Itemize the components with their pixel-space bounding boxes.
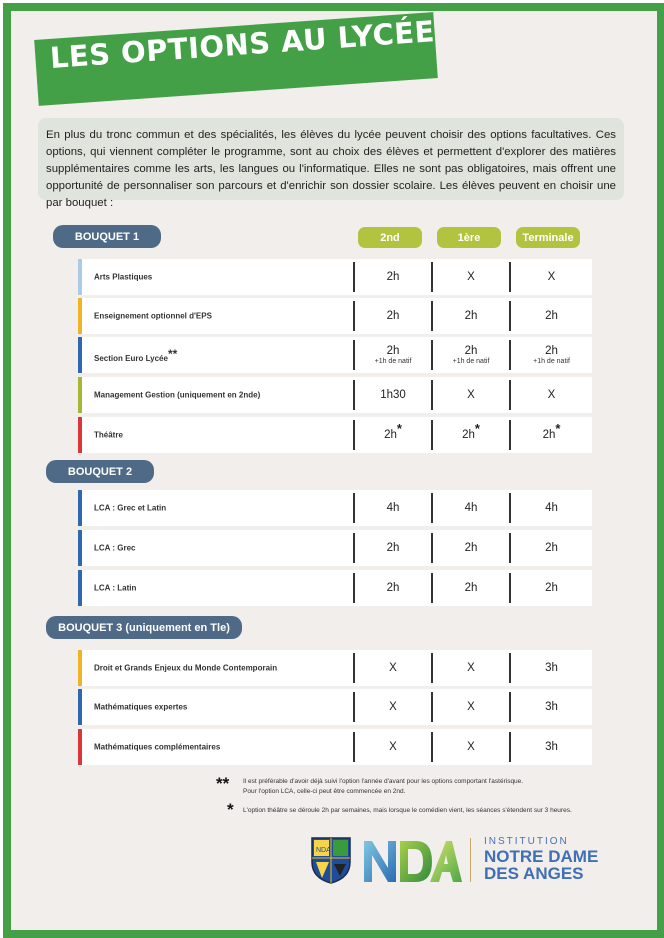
table-cell: 3h (545, 741, 558, 753)
table-row (78, 298, 592, 334)
row-label: Management Gestion (uniquement en 2nde) (94, 390, 261, 400)
column-header-terminale: Terminale (516, 227, 580, 248)
column-header-1ere: 1ère (437, 227, 501, 248)
row-label: Enseignement optionnel d'EPS (94, 311, 212, 321)
table-cell: X (389, 662, 397, 674)
footnote-1 (243, 777, 523, 797)
table-cell: X (389, 701, 397, 713)
table-cell: 3h (545, 701, 558, 713)
table-cell: 2h (545, 310, 558, 322)
table-cell: 2h +1h de natif (452, 345, 490, 365)
table-cell: 1h30 (380, 389, 406, 401)
row-label: Mathématiques expertes (94, 702, 188, 712)
institution-name-line-1: NOTRE DAME (484, 847, 599, 866)
table-cell: 2h (464, 310, 478, 322)
row-label-mark: ** (167, 347, 178, 361)
table-cell: 2h* (462, 421, 480, 441)
row-label: Arts Plastiques (94, 272, 153, 282)
row-color-bar (78, 530, 82, 566)
institution-label: INSTITUTION (484, 836, 569, 847)
row-color-bar (78, 570, 82, 606)
table-cell: 2h (464, 542, 478, 554)
table-row (78, 570, 592, 606)
table-cell: 4h (464, 502, 478, 514)
row-label: Section Euro Lycée** (94, 347, 178, 363)
table-row (78, 729, 592, 765)
logo-divider (470, 838, 471, 882)
bouquet-3-label: BOUQUET 3 (uniquement en Tle) (46, 616, 242, 639)
table-cell: 4h (545, 502, 558, 514)
row-label: Théâtre (94, 430, 123, 440)
intro-paragraph: En plus du tronc commun et des spécialités, les élèves du lycée peuvent choisir des options facultatives. Ces options, qui viennent compléter le programme, sont au choix des élèves et permettent d'explorer des matières supplémentaires comme les arts, les langues ou l'informatique. Elles ne sont pas obligatoires, mais offrent une opportunité de personnaliser son parcours et d'enrichir son dossier scolaire. Les élèves peuvent en choisir une par bouquet : (38, 118, 624, 200)
row-label: Droit et Grands Enjeux du Monde Contemporain (94, 663, 278, 673)
footnote-asterisk: * (227, 800, 234, 819)
row-color-bar (78, 417, 82, 453)
row-color-bar (78, 650, 82, 686)
table-row (78, 417, 592, 453)
table-cell: 2h (386, 542, 400, 554)
table-cell: X (389, 741, 397, 753)
footnote-2-line-1: L'option théâtre se déroule 2h par semaines, mais lorsque le comédien vient, les séances s'étendent sur 3 heures. (243, 807, 572, 814)
nda-logo-icon (362, 838, 464, 884)
table-row (78, 650, 592, 686)
table-row (78, 530, 592, 566)
table-cell: 3h (545, 662, 558, 674)
table-cell: 2h* (384, 421, 402, 441)
footnote-1-line-1: Il est préférable d'avoir déjà suivi l'option l'année d'avant pour les options comportant l'astérisque. (243, 778, 524, 785)
row-color-bar (78, 377, 82, 413)
table-cell: 2h (386, 310, 400, 322)
table-cell: 4h (386, 502, 400, 514)
footnote-double-asterisk: ** (216, 774, 230, 793)
crest-icon (310, 836, 352, 884)
row-label: Mathématiques complémentaires (94, 742, 221, 752)
row-color-bar (78, 259, 82, 295)
table-cell: 2h +1h de natif (374, 345, 412, 365)
row-label: LCA : Grec (94, 543, 136, 553)
row-color-bar (78, 729, 82, 765)
table-row (78, 689, 592, 725)
footnote-1-line-2: Pour l'option LCA, celle-ci peut être commencée en 2nd. (243, 788, 406, 795)
institution-name-line-2: DES ANGES (484, 864, 584, 883)
column-header-2nd: 2nd (358, 227, 422, 248)
table-cell: 2h (386, 582, 400, 594)
table-cell: 2h +1h de natif (533, 345, 570, 365)
table-cell: 2h (386, 271, 400, 283)
row-label: LCA : Grec et Latin (94, 503, 167, 513)
table-cell: 2h (545, 542, 558, 554)
table-row (78, 259, 592, 295)
table-cell: X (547, 271, 556, 283)
institution-name (484, 848, 598, 882)
footnote-2 (243, 806, 572, 816)
svg-text:NDA: NDA (316, 847, 331, 854)
table-cell: X (467, 741, 475, 753)
table-cell: 2h (545, 582, 558, 594)
row-color-bar (78, 490, 82, 526)
table-cell: 2h (464, 582, 478, 594)
row-color-bar (78, 689, 82, 725)
table-row (78, 377, 592, 413)
table-cell: X (547, 389, 556, 401)
row-label: LCA : Latin (94, 583, 137, 593)
table-cell: 2h* (542, 421, 561, 441)
row-color-bar (78, 337, 82, 373)
bouquet-2-label: BOUQUET 2 (46, 460, 154, 483)
page-title: LES OPTIONS AU LYCÉE (48, 14, 436, 75)
bouquet-1-label: BOUQUET 1 (53, 225, 161, 248)
table-cell: X (467, 389, 475, 401)
table-cell: X (467, 662, 475, 674)
table-cell: X (467, 701, 475, 713)
table-cell: X (467, 271, 475, 283)
row-color-bar (78, 298, 82, 334)
table-row (78, 490, 592, 526)
table-row (78, 337, 592, 373)
